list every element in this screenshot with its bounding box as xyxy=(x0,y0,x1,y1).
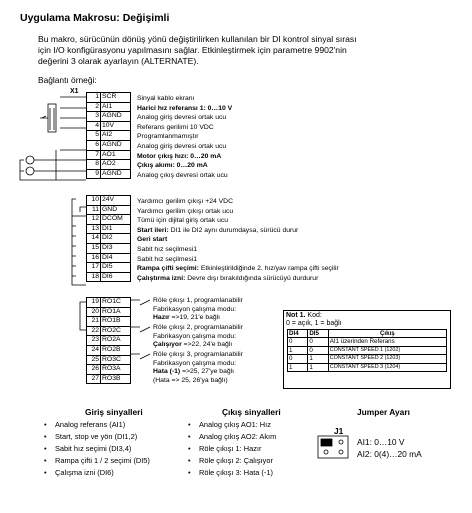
terminal-signal: DI4 xyxy=(102,253,113,261)
terminal-number: 13 xyxy=(87,225,101,234)
note-cell: 0 xyxy=(308,346,328,354)
relay-connection: =>22, 24'e bağlı xyxy=(183,341,233,349)
terminal-number: 8 xyxy=(87,160,101,169)
inputs-text: Sabit hız seçimi (DI3,4) xyxy=(55,444,132,454)
note-title: Not 1. xyxy=(286,312,306,319)
relay-3-l2: Fabrikasyon çalışma modu: xyxy=(153,359,237,367)
bullet-icon: • xyxy=(44,432,47,442)
digital-desc-text: Yardımcı gerilim çıkışı +24 VDC xyxy=(137,198,233,205)
terminal-signal: RO3C xyxy=(102,355,121,363)
terminal-signal: RO2C xyxy=(102,326,121,334)
outputs-text: Röle çıkışı 2: Çalışıyor xyxy=(199,456,273,466)
intro-line-1: Bu makro, sürücünün dönüş yönü değiştirilirken kullanılan bir DI kontrol sinyal sırası xyxy=(38,34,357,44)
jumper-heading: Jumper Ayarı xyxy=(357,407,410,417)
terminal-number: 12 xyxy=(87,215,101,224)
bullet-icon: • xyxy=(44,444,47,454)
inputs-text: Start, stop ve yön (DI1,2) xyxy=(55,432,138,442)
outputs-text: Analog çıkış AO2: Akım xyxy=(199,432,277,442)
note-cell: AI1 üzerinden Referans xyxy=(328,338,446,346)
terminal-signal: DI2 xyxy=(102,234,113,242)
digital-desc-bold: Start ileri: xyxy=(137,226,169,234)
analog-desc-5: Programlanmamıştır xyxy=(137,133,199,141)
note-cell: 1 xyxy=(308,363,328,371)
terminal-number: 5 xyxy=(87,131,101,140)
terminal-signal: DI5 xyxy=(102,263,113,271)
analog-desc-7: Motor çıkış hızı: 0…20 mA xyxy=(137,152,222,160)
terminal-number: 20 xyxy=(87,308,101,317)
terminal-number: 26 xyxy=(87,365,101,374)
terminal-number: 15 xyxy=(87,244,101,253)
bullet-icon: • xyxy=(188,420,191,429)
terminal-signal: RO2A xyxy=(102,336,121,344)
digital-desc-text: Etkinleştirildiğinde 2. hız/yav rampa çifti seçilir xyxy=(200,265,339,273)
inputs-text: Analog referans (AI1) xyxy=(55,420,126,429)
terminal-signal: AI2 xyxy=(102,131,113,139)
note-header-di5: DI5 xyxy=(308,330,328,338)
note-cell: CONSTANT SPEED 3 (1204) xyxy=(328,363,446,371)
jumper-ai1: AI1: 0…10 V xyxy=(357,437,405,447)
relay-3-l4: (Hata => 25, 26'ya bağlı) xyxy=(153,376,228,384)
terminal-signal: DCOM xyxy=(102,215,123,223)
terminal-number: 23 xyxy=(87,336,101,345)
inputs-heading: Giriş sinyalleri xyxy=(85,407,143,417)
note-cell: 0 xyxy=(288,338,308,346)
terminal-signal: RO3B xyxy=(102,374,121,382)
analog-desc-3: Analog giriş devresi ortak ucu xyxy=(137,114,227,122)
terminal-number: 16 xyxy=(87,254,101,263)
terminal-number: 14 xyxy=(87,234,101,243)
page-title: Uygulama Makrosu: Değişimli xyxy=(20,12,170,24)
bullet-icon: • xyxy=(188,468,191,478)
relay-connection: =>19, 21'e bağlı xyxy=(171,314,221,322)
analog-desc-6: Analog giriş devresi ortak ucu xyxy=(137,143,227,150)
relay-1-l1: Röle çıkışı 1, programlanabilir xyxy=(153,297,243,304)
outputs-text: Röle çıkışı 3: Hata (-1) xyxy=(199,468,273,478)
terminal-number: 10 xyxy=(87,196,101,205)
note-cell: 1 xyxy=(308,355,328,363)
terminal-number: 11 xyxy=(87,206,101,215)
terminal-number: 27 xyxy=(87,375,101,384)
terminal-number: 19 xyxy=(87,298,101,307)
note-line-2: 0 = açık, 1 = bağlı xyxy=(286,320,342,327)
inputs-text: Rampa çifti 1 / 2 seçimi (DI5) xyxy=(55,456,150,466)
note-cell: 0 xyxy=(288,355,308,363)
terminal-number: 9 xyxy=(87,170,101,179)
digital-desc-text: Sabit hız seçilmesi1 xyxy=(137,255,198,263)
digital-desc-bold: Rampa çifti seçimi: xyxy=(137,265,199,273)
note-cell: 1 xyxy=(288,363,308,371)
terminal-signal: 10V xyxy=(102,121,115,129)
outputs-text: Analog çıkış AO1: Hız xyxy=(199,420,271,429)
relay-mode: Hata (-1) xyxy=(153,368,181,376)
terminal-signal: DI3 xyxy=(102,243,113,251)
terminal-number: 3 xyxy=(87,112,101,121)
terminal-signal: RO1A xyxy=(102,307,121,315)
terminal-number: 6 xyxy=(87,141,101,150)
relay-mode: Çalışıyor xyxy=(153,341,182,349)
digital-desc-text: DI1 ile DI2 aynı durumdaysa, sürücü durur xyxy=(170,226,299,234)
terminal-number: 2 xyxy=(87,103,101,112)
jumper-label: J1 xyxy=(334,426,344,436)
note-cell: 1 xyxy=(288,346,308,354)
terminal-signal: AGND xyxy=(102,112,122,120)
terminal-signal: DI1 xyxy=(102,224,113,232)
bullet-icon: • xyxy=(188,456,191,466)
digital-desc-text: Yardımcı gerilim çıkışı ortak ucu xyxy=(137,207,234,215)
relay-connection: =>25, 27'ye bağlı xyxy=(182,368,235,376)
analog-desc-8: Çıkış akımı: 0…20 mA xyxy=(137,162,208,170)
digital-desc-text: Sabit hız seçilmesi1 xyxy=(137,246,198,253)
relay-3-l1: Röle çıkışı 3, programlanabilir xyxy=(153,351,243,358)
terminal-signal: GND xyxy=(102,205,118,213)
terminal-signal: DI6 xyxy=(102,272,113,280)
note-header-di4: DI4 xyxy=(288,330,308,338)
bullet-icon: • xyxy=(44,468,47,478)
terminal-signal: AO1 xyxy=(102,150,116,158)
relay-2-l1: Röle çıkışı 2, programlanabilir xyxy=(153,324,243,331)
bullet-icon: • xyxy=(188,432,191,442)
digital-desc-text: Devre dışı bırakıldığında sürücüyü durdurur xyxy=(187,274,319,282)
digital-desc-bold: Geri start xyxy=(137,236,168,244)
terminal-signal: RO1B xyxy=(102,317,121,325)
terminal-signal: AI1 xyxy=(102,102,113,110)
terminal-number: 17 xyxy=(87,263,101,272)
bullet-icon: • xyxy=(44,456,47,466)
connection-label: Bağlantı örneği: xyxy=(38,75,97,85)
outputs-text: Röle çıkışı 1: Hazır xyxy=(199,444,262,454)
analog-desc-2: Harici hız referansı 1: 0…10 V xyxy=(137,104,233,112)
terminal-signal: RO2B xyxy=(102,345,121,353)
analog-desc-4: Referans gerilimi 10 VDC xyxy=(137,123,214,131)
bullet-icon: • xyxy=(44,420,47,429)
note-title-rest: Kod: xyxy=(305,312,322,319)
digital-desc-text: Tümü için dijital giriş ortak ucu xyxy=(137,217,229,225)
terminal-signal: AGND xyxy=(102,169,122,177)
terminal-signal: 24V xyxy=(102,196,115,203)
terminal-signal: RO3A xyxy=(102,365,121,373)
note-cell: CONSTANT SPEED 2 (1203) xyxy=(328,355,446,363)
intro-line-3: değerini 3 olarak ayarlayın (ALTERNATE). xyxy=(38,56,199,66)
terminal-number: 1 xyxy=(87,93,101,102)
terminal-number: 4 xyxy=(87,122,101,131)
terminal-signal: AO2 xyxy=(102,160,116,168)
note-cell: CONSTANT SPEED 1 (1202) xyxy=(328,346,446,354)
terminal-number: 24 xyxy=(87,346,101,355)
outputs-heading: Çıkış sinyalleri xyxy=(222,407,281,417)
relay-1-l2: Fabrikasyon çalışma modu: xyxy=(153,305,237,313)
intro-line-2: için I/O konfigürasyonu yapılmasını sağlar. Etkinleştirmek için parametre 9902'nin xyxy=(38,45,347,55)
relay-2-l2: Fabrikasyon çalışma modu: xyxy=(153,332,237,340)
digital-desc-bold: Çalıştırma izni: xyxy=(137,274,186,282)
connector-label: X1 xyxy=(70,88,79,95)
terminal-signal: AGND xyxy=(102,140,122,148)
analog-desc-1: Sinyal kablo ekranı xyxy=(137,95,195,102)
terminal-number: 22 xyxy=(87,327,101,336)
terminal-number: 7 xyxy=(87,151,101,160)
terminal-signal: RO1C xyxy=(102,298,121,305)
terminal-number: 21 xyxy=(87,317,101,326)
terminal-number: 18 xyxy=(87,273,101,282)
relay-mode: Hazır xyxy=(153,314,170,322)
note-header-output: Çıkış xyxy=(328,330,446,338)
terminal-signal: SCR xyxy=(102,93,117,100)
bullet-icon: • xyxy=(188,444,191,454)
note-cell: 0 xyxy=(308,338,328,346)
jumper-ai2: AI2: 0(4)…20 mA xyxy=(357,449,422,459)
analog-desc-9: Analog çıkış devresi ortak ucu xyxy=(137,171,228,179)
inputs-text: Çalışma izni (DI6) xyxy=(55,468,114,478)
terminal-number: 25 xyxy=(87,356,101,365)
